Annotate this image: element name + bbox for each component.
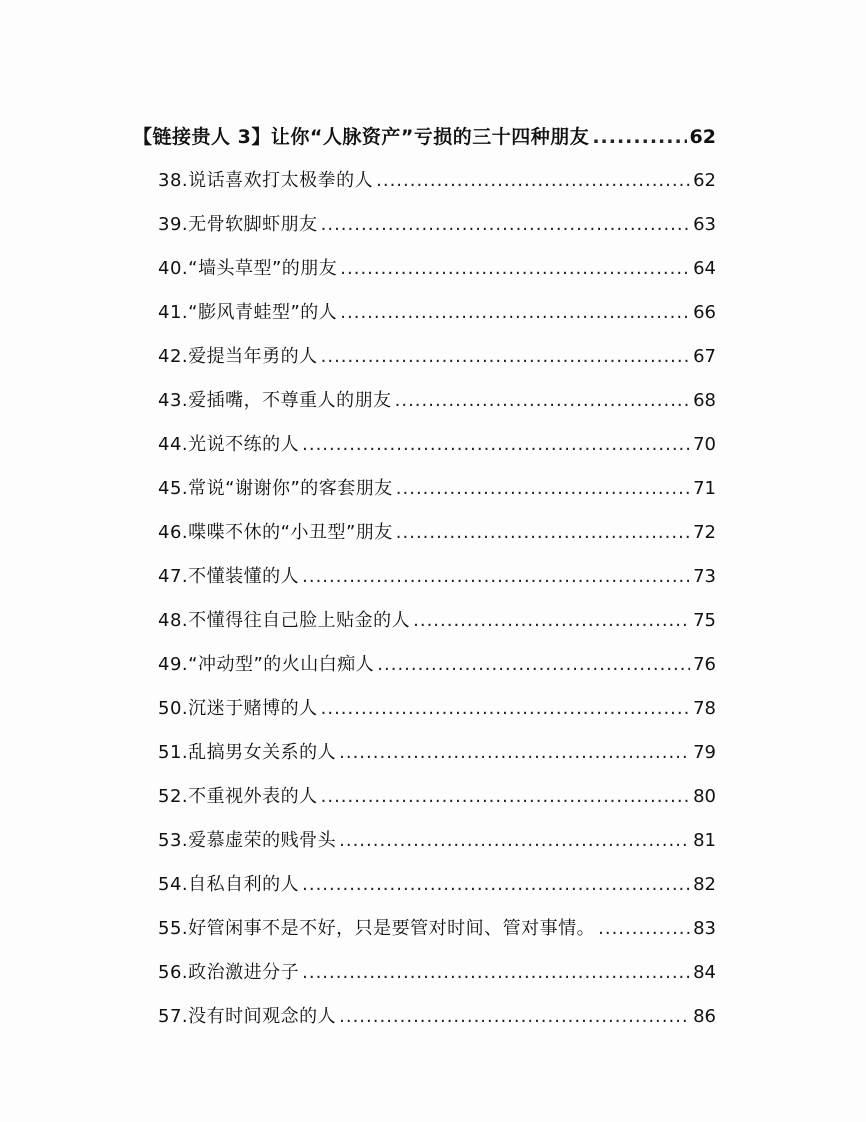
toc-dot-leader — [598, 914, 690, 944]
toc-entry[interactable] — [158, 694, 716, 724]
toc-entry[interactable] — [158, 474, 716, 504]
toc-entry-title: 55.好管闲事不是不好，只是要管对时间、管对事情。 — [158, 918, 596, 939]
toc-heading[interactable] — [133, 122, 716, 152]
toc-entry-page: 66 — [693, 302, 716, 323]
toc-entry-title: 39.无骨软脚虾朋友 — [158, 214, 318, 235]
toc-dot-leader — [302, 430, 690, 460]
toc-entry[interactable] — [158, 518, 716, 548]
toc-entry-page: 78 — [693, 698, 716, 719]
toc-entry-page: 62 — [693, 170, 716, 191]
toc-entry[interactable] — [158, 782, 716, 812]
toc-entry-page: 73 — [693, 566, 716, 587]
toc-entry[interactable] — [158, 738, 716, 768]
toc-entry-title: 51.乱搞男女关系的人 — [158, 742, 337, 763]
toc-dot-leader — [302, 958, 690, 988]
toc-entry-page: 76 — [693, 654, 716, 675]
toc-entry-page: 71 — [693, 478, 716, 499]
toc-dot-leader — [321, 342, 690, 372]
toc-dot-leader — [339, 738, 690, 768]
toc-entry-title: 44.光说不练的人 — [158, 434, 300, 455]
toc-dot-leader — [592, 122, 686, 152]
toc-entry-title: 42.爱提当年勇的人 — [158, 346, 318, 367]
toc-entry-title: 48.不懂得往自己脸上贴金的人 — [158, 610, 411, 631]
toc-entry-title: 43.爱插嘴，不尊重人的朋友 — [158, 390, 392, 411]
toc-entry-page: 82 — [693, 874, 716, 895]
toc-entry-title: 38.说话喜欢打太极拳的人 — [158, 170, 374, 191]
toc-entry[interactable] — [158, 386, 716, 416]
toc-entry-page: 67 — [693, 346, 716, 367]
toc-entry[interactable] — [158, 870, 716, 900]
toc-entry-page: 79 — [693, 742, 716, 763]
toc-entry-page: 81 — [693, 830, 716, 851]
toc-heading-title: 【链接贵人 3】让你“人脉资产”亏损的三十四种朋友 — [133, 126, 590, 148]
toc-dot-leader — [321, 782, 690, 812]
toc-entry-title: 52.不重视外表的人 — [158, 786, 318, 807]
toc-entry[interactable] — [158, 254, 716, 284]
toc-entry-page: 83 — [693, 918, 716, 939]
toc-entry[interactable] — [158, 166, 716, 196]
toc-entry-page: 75 — [693, 610, 716, 631]
toc-entry-page: 86 — [693, 1006, 716, 1027]
toc-entry-page: 68 — [693, 390, 716, 411]
toc-dot-leader — [376, 166, 690, 196]
toc-dot-leader — [302, 870, 690, 900]
toc-dot-leader — [321, 210, 690, 240]
toc-entry-page: 70 — [693, 434, 716, 455]
toc-entry[interactable] — [158, 1002, 716, 1032]
toc-entry[interactable] — [158, 298, 716, 328]
toc-dot-leader — [395, 386, 690, 416]
toc-entry-title: 40.“墙头草型”的朋友 — [158, 258, 338, 279]
toc-entry[interactable] — [158, 210, 716, 240]
toc-dot-leader — [339, 1002, 690, 1032]
toc-dot-leader — [396, 474, 690, 504]
toc-dot-leader — [340, 298, 690, 328]
toc-entry-page: 84 — [693, 962, 716, 983]
toc-entry[interactable] — [158, 650, 716, 680]
toc-entry-title: 45.常说“谢谢你”的客套朋友 — [158, 478, 393, 499]
toc-entry-title: 46.喋喋不休的“小丑型”朋友 — [158, 522, 393, 543]
toc-dot-leader — [339, 826, 690, 856]
toc-entry[interactable] — [158, 958, 716, 988]
toc-entry-title: 53.爱慕虚荣的贱骨头 — [158, 830, 337, 851]
toc-entry[interactable] — [158, 562, 716, 592]
toc-entry-page: 63 — [693, 214, 716, 235]
toc-entry-title: 49.“冲动型”的火山白痴人 — [158, 654, 375, 675]
toc-entry-title: 57.没有时间观念的人 — [158, 1006, 337, 1027]
toc-dot-leader — [396, 518, 690, 548]
toc-dot-leader — [377, 650, 690, 680]
toc-dot-leader — [413, 606, 690, 636]
toc-entry-page: 80 — [693, 786, 716, 807]
toc-entry-title: 50.沉迷于赌博的人 — [158, 698, 318, 719]
toc-entry-title: 47.不懂装懂的人 — [158, 566, 300, 587]
toc-dot-leader — [321, 694, 690, 724]
toc-entry-title: 41.“膨风青蛙型”的人 — [158, 302, 338, 323]
toc-dot-leader — [340, 254, 690, 284]
toc-entry-page: 64 — [693, 258, 716, 279]
toc-entry-title: 56.政治激进分子 — [158, 962, 300, 983]
toc-entry-page: 72 — [693, 522, 716, 543]
toc-entry[interactable] — [158, 606, 716, 636]
toc-entry[interactable] — [158, 826, 716, 856]
toc-entry-title: 54.自私自利的人 — [158, 874, 300, 895]
toc-dot-leader — [302, 562, 690, 592]
toc-heading-page: 62 — [689, 126, 716, 148]
toc-entry[interactable] — [158, 342, 716, 372]
toc-entry[interactable] — [158, 914, 716, 944]
toc-entry[interactable] — [158, 430, 716, 460]
